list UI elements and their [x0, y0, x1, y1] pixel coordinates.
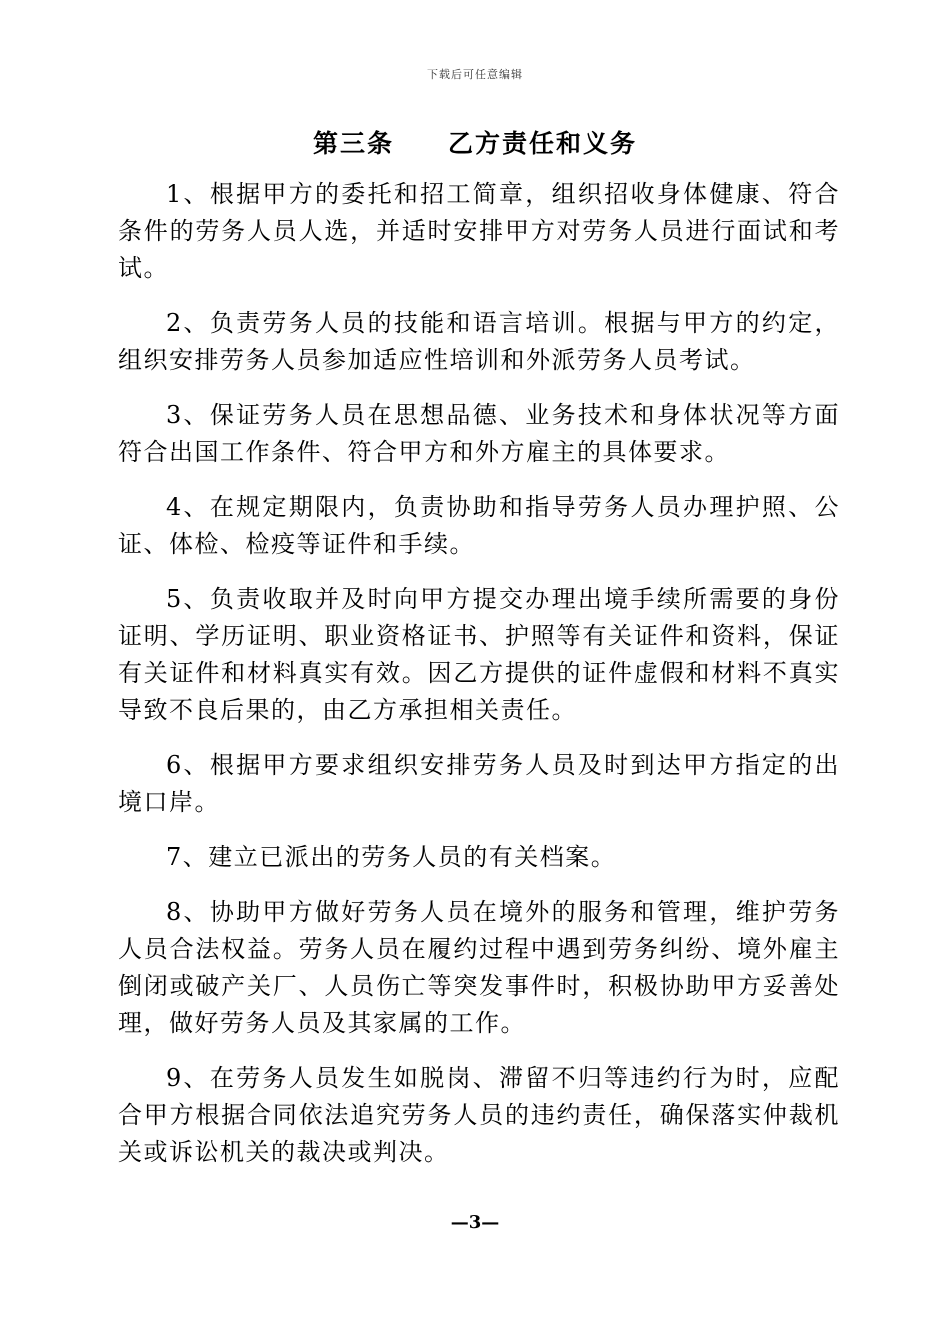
- clause-5: 5、负责收取并及时向甲方提交办理出境手续所需要的身份证明、学历证明、职业资格证书、护照等有关证件和资料，保证有关证件和材料真实有效。因乙方提供的证件虚假和材料不真实导致不良后果的，由乙方承担相关责任。: [118, 585, 840, 724]
- clause-4: 4、在规定期限内，负责协助和指导劳务人员办理护照、公证、体检、检疫等证件和手续。: [118, 493, 840, 558]
- clause-7: 7、建立已派出的劳务人员的有关档案。: [166, 843, 617, 871]
- article-title: 第三条 乙方责任和义务: [312, 129, 637, 158]
- clause-9: 9、在劳务人员发生如脱岗、滞留不归等违约行为时，应配合甲方根据合同依法追究劳务人员的违约责任，确保落实仲裁机关或诉讼机关的裁决或判决。: [118, 1064, 840, 1166]
- clause-8: 8、协助甲方做好劳务人员在境外的服务和管理，维护劳务人员合法权益。劳务人员在履约过程中遇到劳务纠纷、境外雇主倒闭或破产关厂、人员伤亡等突发事件时，积极协助甲方妥善处理，做好劳务人员及其家属的工作。: [118, 898, 840, 1037]
- page-number: —3—: [450, 1212, 500, 1233]
- clause-1: 1、根据甲方的委托和招工简章，组织招收身体健康、符合条件的劳务人员人选，并适时安排甲方对劳务人员进行面试和考试。: [118, 180, 840, 282]
- header-note: 下载后可任意编辑: [427, 68, 523, 81]
- article-body: [118, 176, 840, 1189]
- clause-3: 3、保证劳务人员在思想品德、业务技术和身体状况等方面符合出国工作条件、符合甲方和外方雇主的具体要求。: [118, 401, 840, 466]
- clause-2: 2、负责劳务人员的技能和语言培训。根据与甲方的约定，组织安排劳务人员参加适应性培训和外派劳务人员考试。: [118, 309, 840, 374]
- clause-6: 6、根据甲方要求组织安排劳务人员及时到达甲方指定的出境口岸。: [118, 751, 840, 816]
